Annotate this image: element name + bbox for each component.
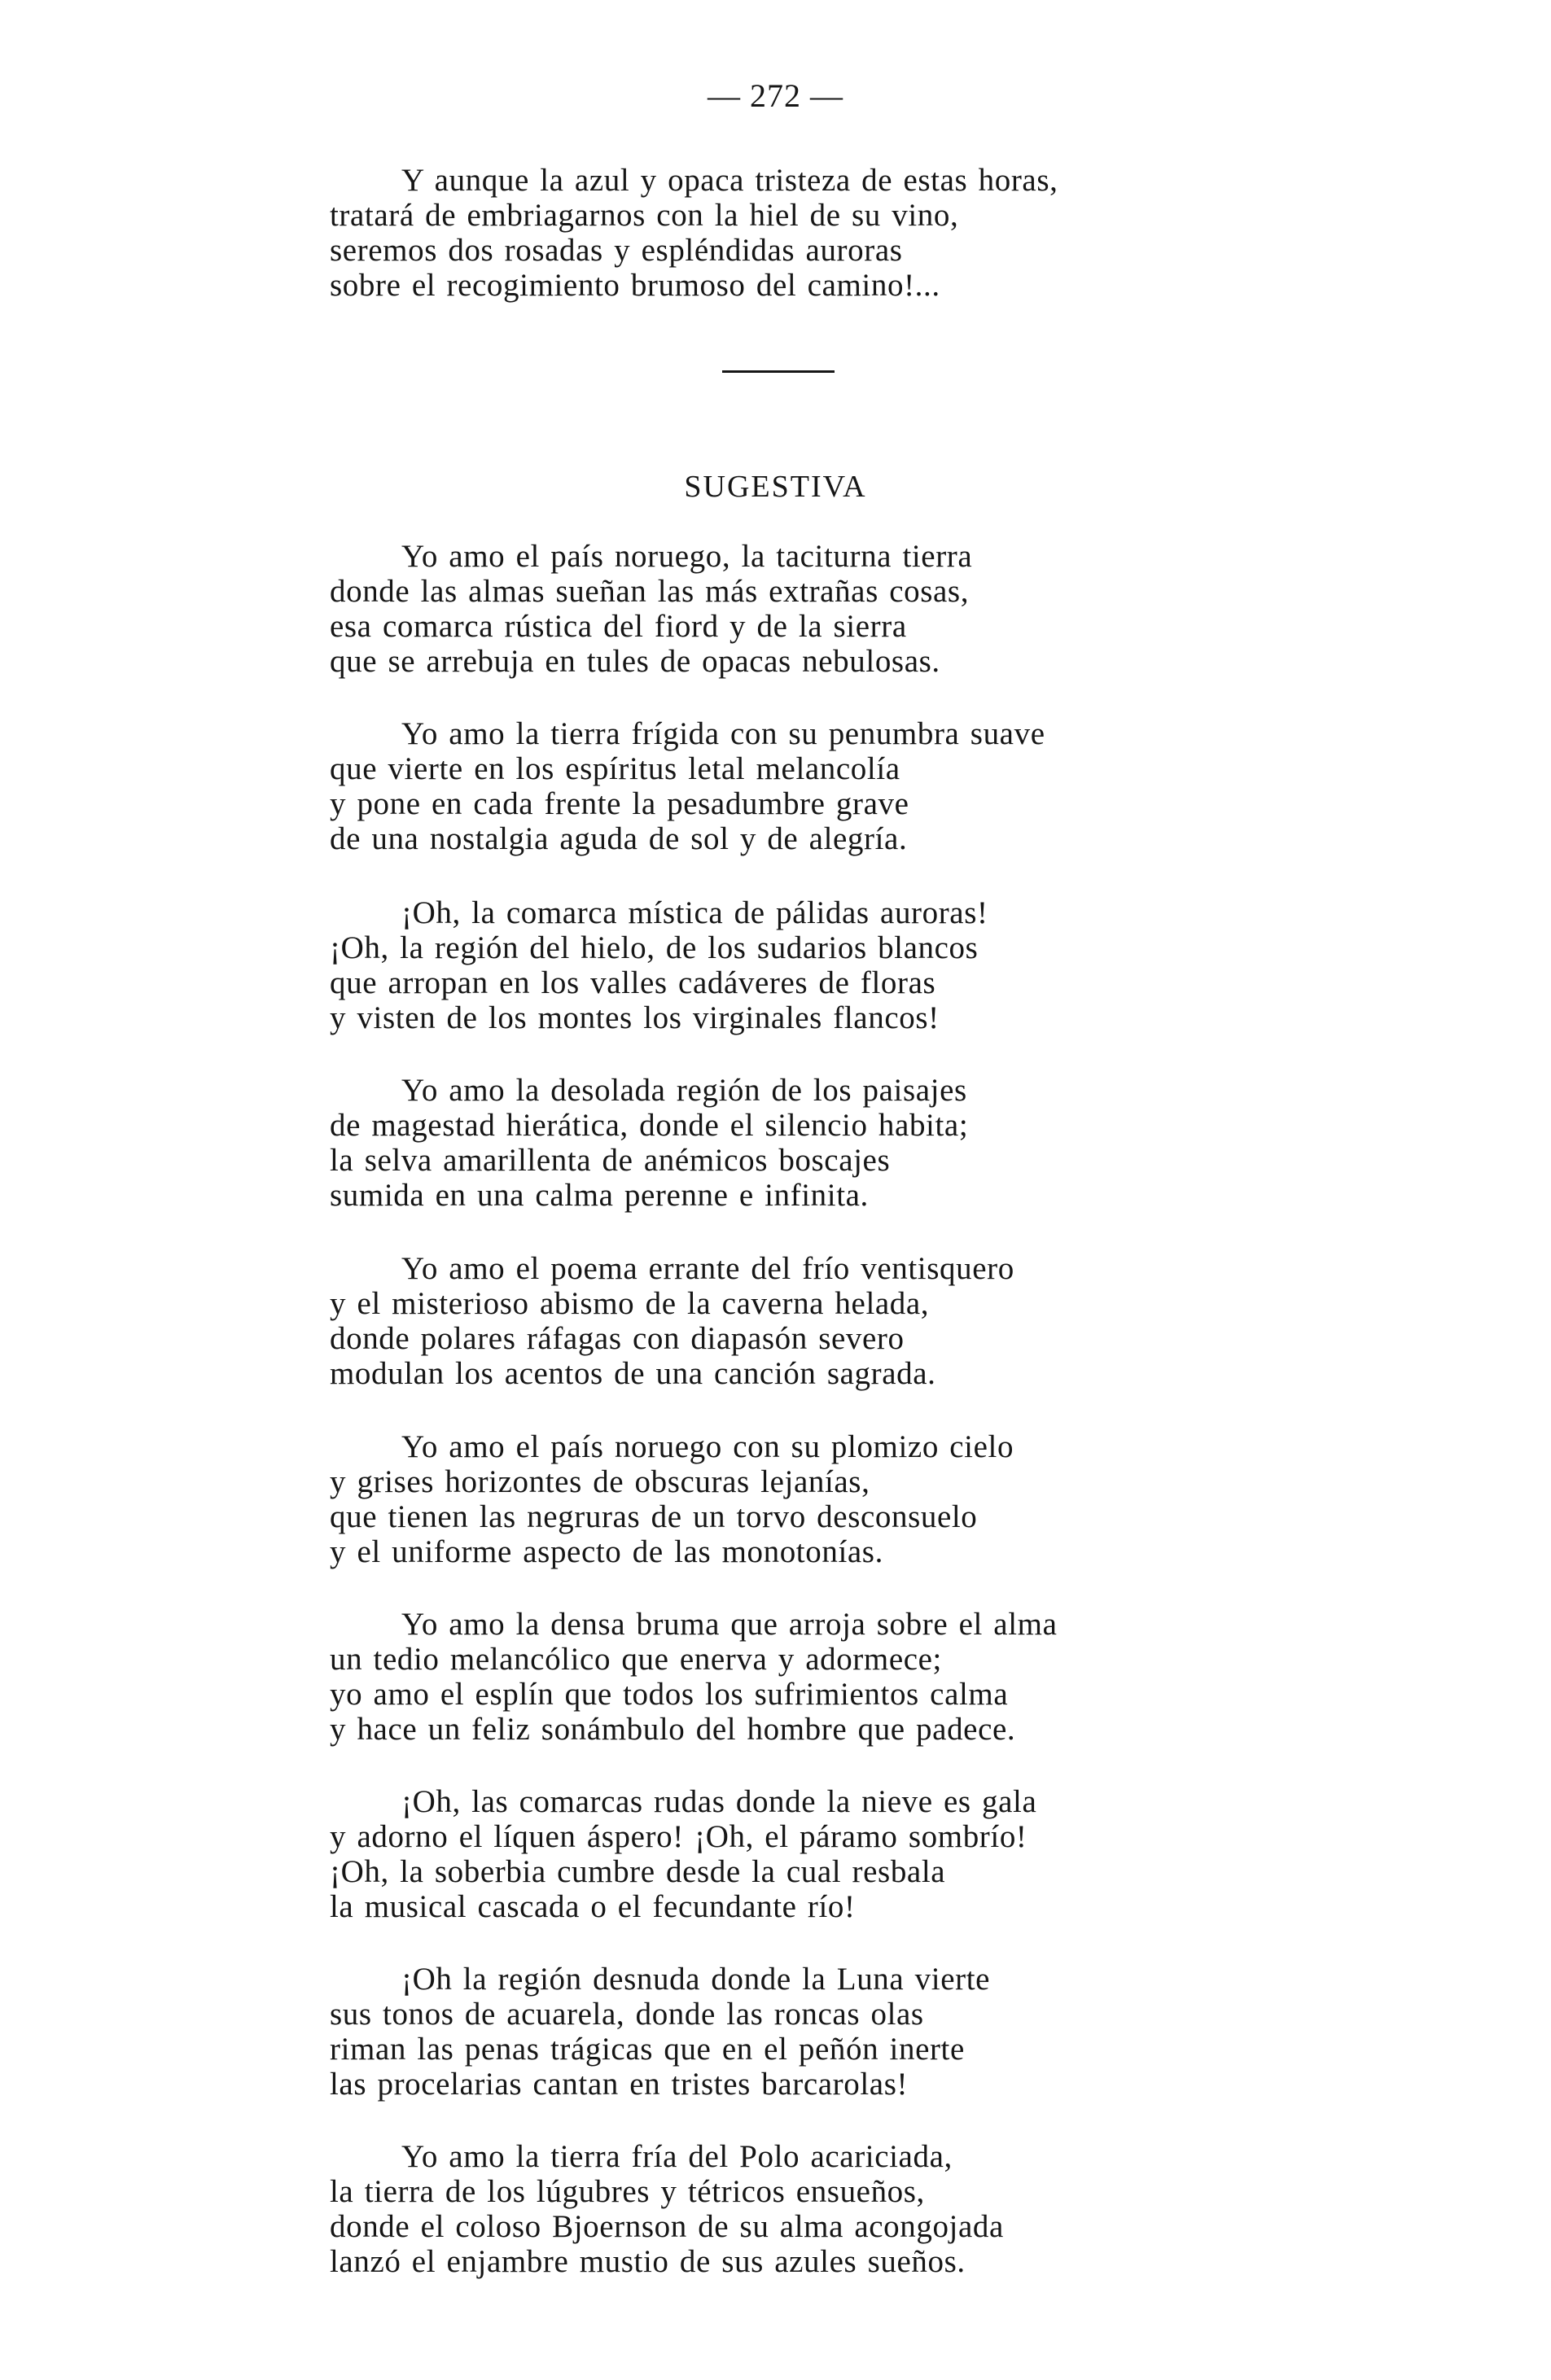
verse-line: y grises horizontes de obscuras lejanías,	[330, 1464, 870, 1499]
poem-stanza	[330, 895, 1404, 1035]
verse-line: y el misterioso abismo de la caverna helada,	[330, 1286, 930, 1321]
poem-stanza	[330, 1784, 1404, 1924]
verse-line: la musical cascada o el fecundante río!	[330, 1889, 856, 1924]
verse-line: que se arrebuja en tules de opacas nebulosas.	[330, 644, 940, 679]
verse-line: Yo amo el país noruego, la taciturna tierra	[401, 539, 973, 574]
poem-stanza	[330, 1073, 1404, 1213]
poem-stanza	[330, 1607, 1404, 1747]
page-number: — 272 —	[708, 77, 843, 114]
verse-line: Yo amo la tierra frígida con su penumbra suave	[401, 716, 1045, 751]
verse-line: Yo amo la desolada región de los paisajes	[401, 1073, 967, 1108]
verse-line: y adorno el líquen áspero! ¡Oh, el páramo sombrío!	[330, 1819, 1027, 1854]
verse-line: esa comarca rústica del fiord y de la sierra	[330, 609, 907, 644]
opening-stanza	[330, 163, 1404, 303]
verse-line: tratará de embriagarnos con la hiel de su vino,	[330, 198, 959, 233]
verse-line: y hace un feliz sonámbulo del hombre que padece.	[330, 1712, 1016, 1747]
verse-line: modulan los acentos de una canción sagrada.	[330, 1356, 936, 1391]
verse-line: sumida en una calma perenne e infinita.	[330, 1178, 869, 1213]
verse-line: que vierte en los espíritus letal melancolía	[330, 751, 900, 786]
verse-line: sobre el recogimiento brumoso del camino!...	[330, 268, 940, 303]
poem-stanza	[330, 1251, 1404, 1391]
verse-line: donde el coloso Bjoernson de su alma acongojada	[330, 2209, 1004, 2244]
poem-stanza	[330, 716, 1404, 856]
verse-line: y pone en cada frente la pesadumbre grave	[330, 786, 909, 821]
verse-line: riman las penas trágicas que en el peñón inerte	[330, 2032, 965, 2067]
verse-line: Yo amo el país noruego con su plomizo cielo	[401, 1429, 1014, 1464]
section-divider	[722, 370, 835, 373]
poem-title: SUGESTIVA	[684, 470, 867, 504]
verse-line: Yo amo la tierra fría del Polo acariciada,	[401, 2139, 953, 2174]
verse-line: ¡Oh, la región del hielo, de los sudarios blancos	[330, 930, 979, 965]
verse-line: yo amo el esplín que todos los sufrimientos calma	[330, 1677, 1009, 1712]
verse-line: y el uniforme aspecto de las monotonías.	[330, 1534, 883, 1569]
poem-stanza	[330, 539, 1404, 679]
verse-line: un tedio melancólico que enerva y adormece;	[330, 1642, 942, 1677]
verse-line: de una nostalgia aguda de sol y de alegría.	[330, 821, 908, 856]
verse-line: Yo amo la densa bruma que arroja sobre el alma	[401, 1607, 1058, 1642]
poem-stanza	[330, 1429, 1404, 1569]
verse-line: las procelarias cantan en tristes barcarolas!	[330, 2067, 909, 2102]
verse-line: lanzó el enjambre mustio de sus azules sueños.	[330, 2244, 966, 2279]
verse-line: ¡Oh la región desnuda donde la Luna vierte	[401, 1962, 991, 1997]
verse-line: ¡Oh, la soberbia cumbre desde la cual resbala	[330, 1854, 946, 1889]
verse-line: ¡Oh, la comarca mística de pálidas auroras!	[401, 895, 988, 930]
verse-line: donde las almas sueñan las más extrañas cosas,	[330, 574, 970, 609]
verse-line: Yo amo el poema errante del frío ventisquero	[401, 1251, 1014, 1286]
verse-line: donde polares ráfagas con diapasón severo	[330, 1321, 905, 1356]
verse-line: la selva amarillenta de anémicos boscajes	[330, 1143, 891, 1178]
verse-line: de magestad hierática, donde el silencio habita;	[330, 1108, 969, 1143]
verse-line: que arropan en los valles cadáveres de floras	[330, 965, 936, 1000]
poem-stanza	[330, 1962, 1404, 2102]
poem-stanza	[330, 2139, 1404, 2279]
verse-line: seremos dos rosadas y espléndidas auroras	[330, 233, 903, 268]
verse-line: sus tonos de acuarela, donde las roncas olas	[330, 1997, 924, 2032]
verse-line: ¡Oh, las comarcas rudas donde la nieve es gala	[401, 1784, 1037, 1819]
verse-line: Y aunque la azul y opaca tristeza de estas horas,	[401, 163, 1058, 198]
verse-line: que tienen las negruras de un torvo desconsuelo	[330, 1499, 978, 1534]
verse-line: la tierra de los lúgubres y tétricos ensueños,	[330, 2174, 925, 2209]
verse-line: y visten de los montes los virginales flancos!	[330, 1000, 940, 1035]
